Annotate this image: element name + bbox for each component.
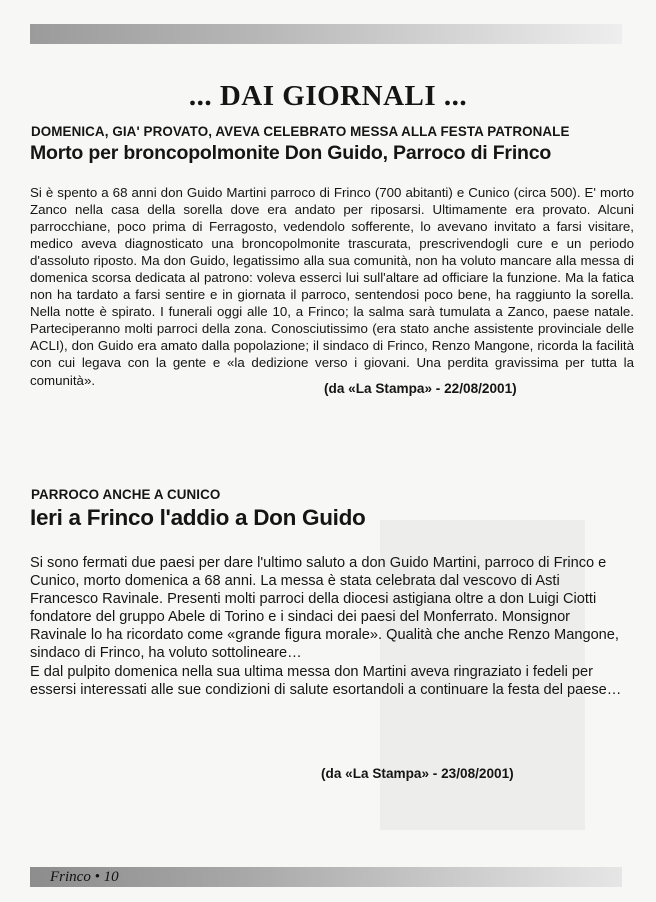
- article2-paragraph-2: E dal pulpito domenica nella sua ultima messa don Martini aveva ringraziato i fedeli per essersi interessati alle sue condizioni di salute esortandoli a continuare la festa del paese…: [30, 663, 622, 698]
- page-footer: Frinco • 10: [50, 869, 119, 885]
- top-gray-band: [30, 24, 622, 44]
- article2-paragraph-1: Si sono fermati due paesi per dare l'ultimo saluto a don Guido Martini, parroco di Frinco e Cunico, morto domenica a 68 anni. La messa è stata celebrata dal vescovo di Asti Francesco Ravinale. Presenti molti parroci della diocesi astigiana oltre a don Luigi Ciotti fondatore del gruppo Abele di Torino e i sindaci dei paesi del Monferrato. Monsignor Ravinale lo ha ricordato come «grande figura morale». Qualità che anche Renzo Mangone, sindaco di Frinco, ha voluto sottolineare…: [30, 555, 619, 662]
- article1-source: (da «La Stampa» - 22/08/2001): [324, 381, 517, 396]
- article2-headline: Ieri a Frinco l'addio a Don Guido: [30, 505, 366, 530]
- article1-kicker: DOMENICA, GIA' PROVATO, AVEVA CELEBRATO MESSA ALLA FESTA PATRONALE: [31, 124, 570, 139]
- article1-paragraph: Si è spento a 68 anni don Guido Martini parroco di Frinco (700 abitanti) e Cunico (circa 500). E' morto Zanco nella casa della sorella dove era andato per riposarsi. Ultimamente era provato. Alcuni parrocchiane, poco prima di Ferragosto, vedendolo sofferente, lo avevano invitato a farsi visitare, medico aveva diagnosticato una broncopolmonite trascurata, prescrivendogli cure e un periodo d'assoluto riposto. Ma don Guido, legatissimo alla sua comunità, non ha voluto mancare alla messa di domenica scorsa dedicata al patrono: voleva esserci lui sull'altare ad officiare la funzione. Ma la fatica non ha tardato a farsi sentire e in giornata il parroco, sentendosi poco bene, ha raggiunto la sorella. Nella notte è spirato. I funerali oggi alle 10, a Frinco; la salma sarà tumulata a Zanco, paese natale. Parteciperanno molti parroci della zona. Conosciutissimo (era stato anche assistente provinciale delle ACLI), don Guido era amato dalla popolazione; il sindaco di Frinco, Renzo Mangone, ricorda la facilità con cui legava con la gente e «la dedizione verso i giovani. Una perdita gravissima per tutta la comunità».: [30, 185, 634, 388]
- article2-body: [30, 554, 626, 699]
- article2-source: (da «La Stampa» - 23/08/2001): [321, 766, 514, 781]
- article2-kicker: PARROCO ANCHE A CUNICO: [31, 487, 221, 502]
- article1-headline: Morto per broncopolmonite Don Guido, Parroco di Frinco: [30, 142, 552, 164]
- page-title: ... DAI GIORNALI ...: [188, 80, 468, 112]
- article1-body: [30, 184, 634, 389]
